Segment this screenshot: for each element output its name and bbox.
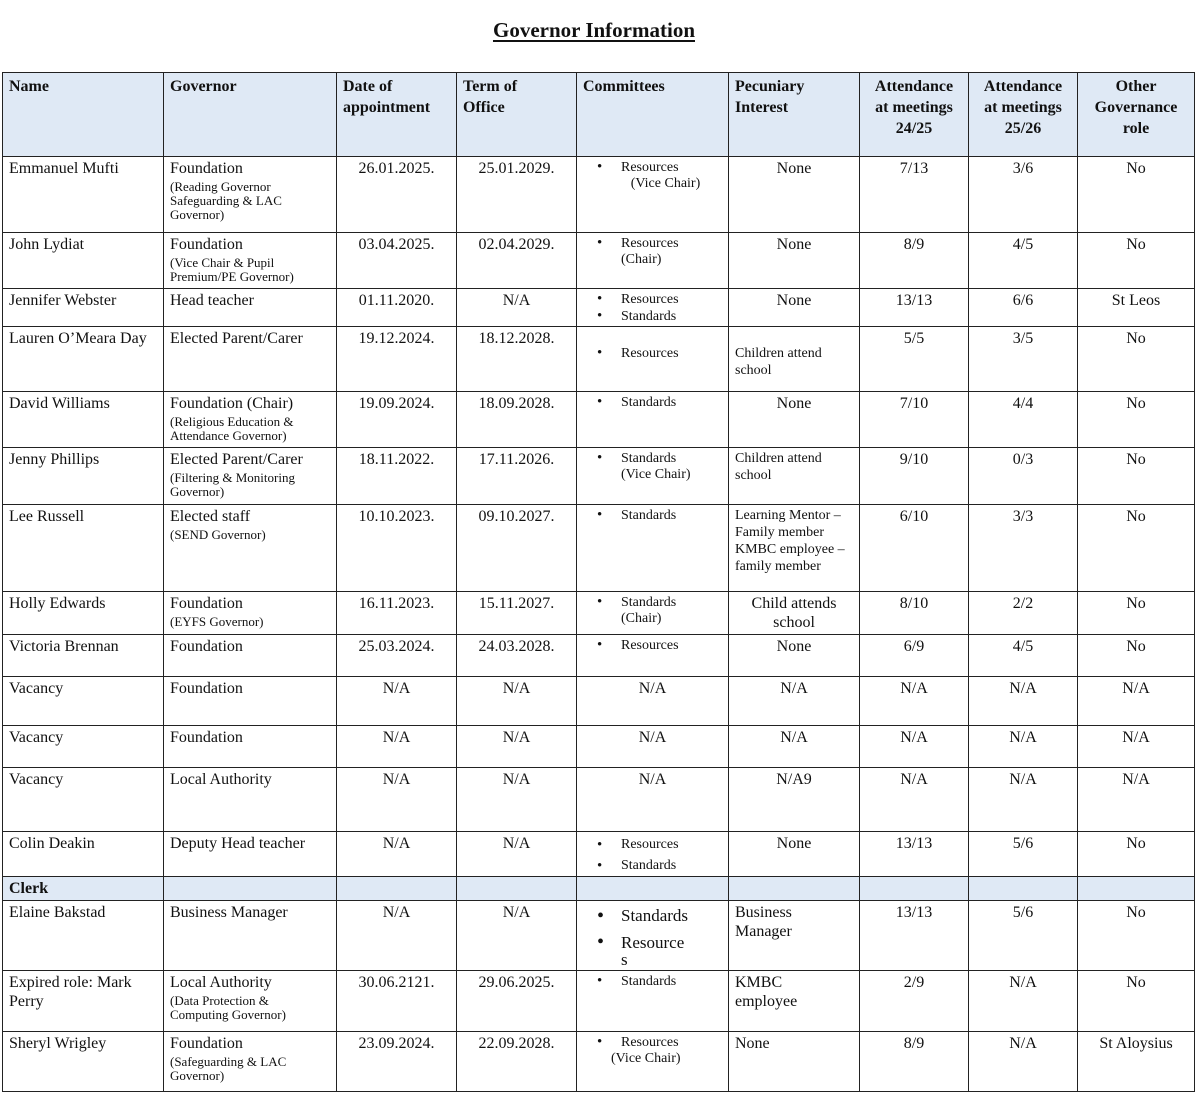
cell-committees: • Standards	[577, 971, 729, 1032]
table-row	[3, 448, 1195, 505]
cell-other-role: No	[1078, 448, 1195, 505]
cell-governor: Foundation (Safeguarding & LAC Governor)	[164, 1032, 337, 1092]
header-other-role: Other Governance role	[1078, 73, 1195, 157]
cell-attendance-2425: 13/13	[860, 901, 969, 971]
cell-term: 24.03.2028.	[457, 635, 577, 677]
cell-governor: Elected Parent/Carer	[164, 327, 337, 392]
cell-attendance-2425: 7/13	[860, 157, 969, 233]
cell-attendance-2425: 8/9	[860, 233, 969, 289]
cell-date: 26.01.2025.	[337, 157, 457, 233]
cell-date: N/A	[337, 768, 457, 832]
cell-date: 25.03.2024.	[337, 635, 457, 677]
cell-other-role: No	[1078, 635, 1195, 677]
cell-committees: N/A	[577, 768, 729, 832]
table-row	[3, 971, 1195, 1032]
cell-term: 02.04.2029.	[457, 233, 577, 289]
cell-attendance-2425: 8/9	[860, 1032, 969, 1092]
cell-name: Jennifer Webster	[3, 289, 164, 327]
cell-date: 19.09.2024.	[337, 392, 457, 448]
cell-other-role: N/A	[1078, 768, 1195, 832]
cell-governor: Deputy Head teacher	[164, 832, 337, 877]
cell-date: N/A	[337, 901, 457, 971]
cell-governor: Foundation	[164, 677, 337, 726]
header-governor: Governor	[164, 73, 337, 157]
cell-attendance-2425: 8/10	[860, 592, 969, 635]
cell-date: 01.11.2020.	[337, 289, 457, 327]
cell-governor: Foundation	[164, 635, 337, 677]
cell-term: N/A	[457, 677, 577, 726]
table-row	[3, 768, 1195, 832]
cell-attendance-2425: 13/13	[860, 289, 969, 327]
cell-term: N/A	[457, 289, 577, 327]
cell-attendance-2526: N/A	[969, 971, 1078, 1032]
table-row	[3, 392, 1195, 448]
cell-governor: Elected staff (SEND Governor)	[164, 505, 337, 592]
cell-date: N/A	[337, 832, 457, 877]
table-row	[3, 832, 1195, 877]
governor-table	[2, 72, 1195, 1092]
header-committees: Committees	[577, 73, 729, 157]
cell-term: 15.11.2027.	[457, 592, 577, 635]
cell-date: 30.06.2121.	[337, 971, 457, 1032]
page-title: Governor Information	[492, 18, 695, 42]
table-row	[3, 726, 1195, 768]
table-row	[3, 233, 1195, 289]
cell-governor: Foundation (Chair) (Religious Education & Attendance Governor)	[164, 392, 337, 448]
cell-term: 18.09.2028.	[457, 392, 577, 448]
cell-pecuniary: None	[729, 289, 860, 327]
cell-attendance-2526: 5/6	[969, 832, 1078, 877]
cell-committees: • Standards (Vice Chair)	[577, 448, 729, 505]
cell-attendance-2425: 7/10	[860, 392, 969, 448]
cell-committees: • Standards (Chair)	[577, 592, 729, 635]
header-term: Term of Office	[457, 73, 577, 157]
table-row	[3, 505, 1195, 592]
cell-term: N/A	[457, 726, 577, 768]
cell-pecuniary: None	[729, 392, 860, 448]
cell-pecuniary: Child attends school	[729, 592, 860, 635]
table-row	[3, 635, 1195, 677]
cell-pecuniary: KMBC employee	[729, 971, 860, 1032]
header-name: Name	[3, 73, 164, 157]
cell-pecuniary: Children attend school	[729, 448, 860, 505]
cell-attendance-2425: N/A	[860, 768, 969, 832]
cell-pecuniary: Business Manager	[729, 901, 860, 971]
cell-pecuniary: None	[729, 1032, 860, 1092]
cell-date: N/A	[337, 726, 457, 768]
cell-other-role: No	[1078, 233, 1195, 289]
cell-date: N/A	[337, 677, 457, 726]
header-pecuniary: Pecuniary Interest	[729, 73, 860, 157]
cell-name: Lauren O’Meara Day	[3, 327, 164, 392]
cell-term: 18.12.2028.	[457, 327, 577, 392]
cell-term: 09.10.2027.	[457, 505, 577, 592]
cell-committees: • Standards	[577, 505, 729, 592]
cell-name: Sheryl Wrigley	[3, 1032, 164, 1092]
cell-name: David Williams	[3, 392, 164, 448]
cell-pecuniary: None	[729, 157, 860, 233]
cell-name: Lee Russell	[3, 505, 164, 592]
cell-term: 25.01.2029.	[457, 157, 577, 233]
cell-committees: • Resources (Vice Chair)	[577, 157, 729, 233]
cell-attendance-2526: 4/5	[969, 233, 1078, 289]
header-row	[3, 73, 1195, 157]
cell-governor: Foundation (EYFS Governor)	[164, 592, 337, 635]
cell-attendance-2425: 5/5	[860, 327, 969, 392]
cell-attendance-2526: 3/5	[969, 327, 1078, 392]
table-row	[3, 1032, 1195, 1092]
cell-other-role: No	[1078, 327, 1195, 392]
cell-date: 19.12.2024.	[337, 327, 457, 392]
cell-attendance-2526: 3/3	[969, 505, 1078, 592]
table-row	[3, 901, 1195, 971]
cell-name: John Lydiat	[3, 233, 164, 289]
cell-date: 10.10.2023.	[337, 505, 457, 592]
table-row	[3, 677, 1195, 726]
table-row	[3, 289, 1195, 327]
cell-attendance-2425: N/A	[860, 726, 969, 768]
cell-governor: Head teacher	[164, 289, 337, 327]
cell-term: N/A	[457, 832, 577, 877]
cell-name: Holly Edwards	[3, 592, 164, 635]
cell-name: Elaine Bakstad	[3, 901, 164, 971]
cell-name: Expired role: Mark Perry	[3, 971, 164, 1032]
cell-term: N/A	[457, 768, 577, 832]
cell-attendance-2425: 9/10	[860, 448, 969, 505]
cell-other-role: St Leos	[1078, 289, 1195, 327]
cell-date: 03.04.2025.	[337, 233, 457, 289]
cell-term: 17.11.2026.	[457, 448, 577, 505]
header-attendance-2425: Attendance at meetings 24/25	[860, 73, 969, 157]
cell-pecuniary: Learning Mentor – Family member KMBC employee – family member	[729, 505, 860, 592]
cell-name: Colin Deakin	[3, 832, 164, 877]
cell-attendance-2526: N/A	[969, 677, 1078, 726]
cell-committees: • Resources	[577, 327, 729, 392]
cell-term: 29.06.2025.	[457, 971, 577, 1032]
cell-name: Vacancy	[3, 726, 164, 768]
cell-attendance-2526: N/A	[969, 1032, 1078, 1092]
cell-date: 18.11.2022.	[337, 448, 457, 505]
cell-other-role: N/A	[1078, 726, 1195, 768]
cell-attendance-2526: 4/4	[969, 392, 1078, 448]
cell-attendance-2526: N/A	[969, 726, 1078, 768]
cell-attendance-2526: 4/5	[969, 635, 1078, 677]
cell-governor: Local Authority (Data Protection & Computing Governor)	[164, 971, 337, 1032]
header-date: Date of appointment	[337, 73, 457, 157]
cell-attendance-2425: 6/10	[860, 505, 969, 592]
cell-other-role: No	[1078, 157, 1195, 233]
cell-governor: Foundation (Reading Governor Safeguarding & LAC Governor)	[164, 157, 337, 233]
cell-committees: • Resources • Standards	[577, 289, 729, 327]
cell-governor: Foundation	[164, 726, 337, 768]
cell-attendance-2526: 3/6	[969, 157, 1078, 233]
cell-committees: • Resources	[577, 635, 729, 677]
cell-attendance-2526: N/A	[969, 768, 1078, 832]
cell-governor: Local Authority	[164, 768, 337, 832]
cell-other-role: No	[1078, 505, 1195, 592]
cell-pecuniary: None	[729, 635, 860, 677]
cell-name: Vacancy	[3, 677, 164, 726]
cell-pecuniary: None	[729, 832, 860, 877]
cell-other-role: St Aloysius	[1078, 1032, 1195, 1092]
cell-attendance-2425: 6/9	[860, 635, 969, 677]
cell-other-role: No	[1078, 971, 1195, 1032]
cell-name: Jenny Phillips	[3, 448, 164, 505]
cell-attendance-2425: 2/9	[860, 971, 969, 1032]
cell-pecuniary: None	[729, 233, 860, 289]
cell-governor: Foundation (Vice Chair & Pupil Premium/PE Governor)	[164, 233, 337, 289]
cell-committees: • Standards • Resource s	[577, 901, 729, 971]
cell-name: Vacancy	[3, 768, 164, 832]
cell-governor: Elected Parent/Carer (Filtering & Monitoring Governor)	[164, 448, 337, 505]
table-row	[3, 592, 1195, 635]
cell-pecuniary: N/A	[729, 726, 860, 768]
cell-term: N/A	[457, 901, 577, 971]
cell-name: Emmanuel Mufti	[3, 157, 164, 233]
cell-other-role: No	[1078, 901, 1195, 971]
cell-pecuniary: Children attend school	[729, 327, 860, 392]
cell-attendance-2425: 13/13	[860, 832, 969, 877]
cell-pecuniary: N/A	[729, 677, 860, 726]
table-row	[3, 157, 1195, 233]
cell-committees: • Standards	[577, 392, 729, 448]
cell-attendance-2526: 0/3	[969, 448, 1078, 505]
header-attendance-2526: Attendance at meetings 25/26	[969, 73, 1078, 157]
cell-other-role: N/A	[1078, 677, 1195, 726]
cell-other-role: No	[1078, 392, 1195, 448]
cell-other-role: No	[1078, 592, 1195, 635]
cell-attendance-2425: N/A	[860, 677, 969, 726]
cell-other-role: No	[1078, 832, 1195, 877]
cell-attendance-2526: 2/2	[969, 592, 1078, 635]
clerk-label: Clerk	[3, 877, 164, 901]
cell-date: 16.11.2023.	[337, 592, 457, 635]
cell-attendance-2526: 6/6	[969, 289, 1078, 327]
cell-term: 22.09.2028.	[457, 1032, 577, 1092]
cell-attendance-2526: 5/6	[969, 901, 1078, 971]
cell-committees: • Resources (Chair)	[577, 233, 729, 289]
cell-pecuniary: N/A9	[729, 768, 860, 832]
cell-date: 23.09.2024.	[337, 1032, 457, 1092]
cell-committees: • Resources (Vice Chair)	[577, 1032, 729, 1092]
cell-committees: N/A	[577, 726, 729, 768]
cell-committees: • Resources • Standards	[577, 832, 729, 877]
cell-committees: N/A	[577, 677, 729, 726]
table-row	[3, 327, 1195, 392]
clerk-section-row	[3, 877, 1195, 901]
cell-name: Victoria Brennan	[3, 635, 164, 677]
cell-governor: Business Manager	[164, 901, 337, 971]
